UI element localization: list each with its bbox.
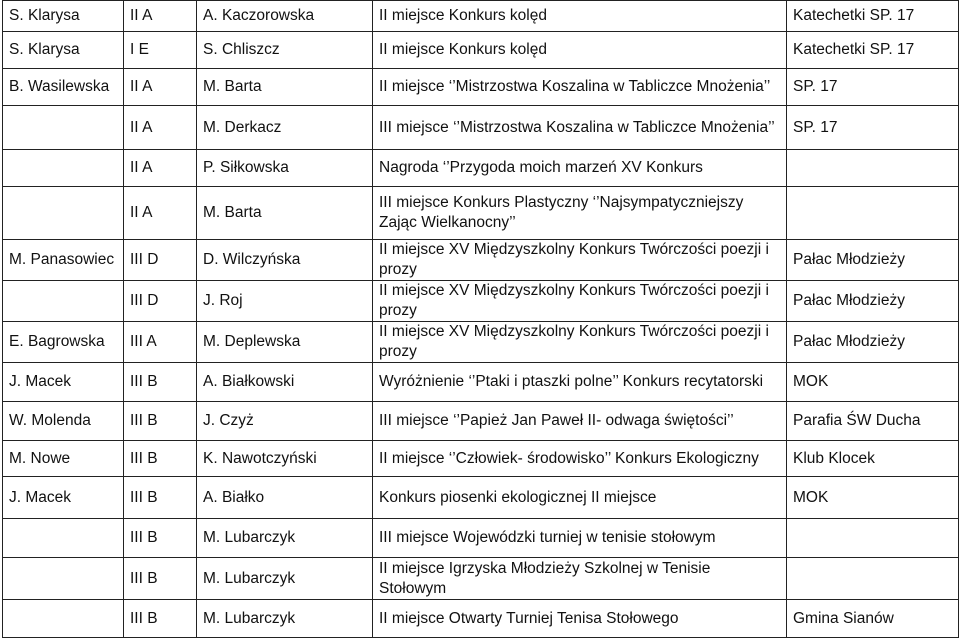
table-row [3,281,959,322]
table-row [3,363,959,402]
organizer-cell [787,187,959,240]
organizer-cell [787,150,959,187]
result-cell: Wyróżnienie ‘’Ptaki i ptaszki polne’’ Konkurs recytatorski [373,363,787,402]
class-cell: III B [124,519,197,558]
student-cell [3,150,124,187]
student-cell: E. Bagrowska [3,322,124,363]
teacher-cell: M. Barta [197,69,373,106]
teacher-cell: M. Lubarczyk [197,519,373,558]
table-row [3,519,959,558]
teacher-cell: A. Białko [197,477,373,519]
table-row [3,558,959,600]
organizer-cell: SP. 17 [787,106,959,150]
organizer-cell: Katechetki SP. 17 [787,32,959,69]
result-cell: III miejsce ‘’Papież Jan Paweł II- odwaga świętości’’ [373,402,787,441]
class-cell: II A [124,69,197,106]
student-cell [3,519,124,558]
teacher-cell: A. Białkowski [197,363,373,402]
student-cell: S. Klarysa [3,32,124,69]
organizer-cell [787,558,959,600]
teacher-cell: M. Deplewska [197,322,373,363]
class-cell: III B [124,363,197,402]
result-cell: II miejsce ‘’Człowiek- środowisko’’ Konkurs Ekologiczny [373,441,787,477]
table-row [3,69,959,106]
student-cell: M. Panasowiec [3,240,124,281]
results-table-body [3,1,959,638]
table-row [3,1,959,32]
result-cell: III miejsce ‘’Mistrzostwa Koszalina w Tabliczce Mnożenia’’ [373,106,787,150]
organizer-cell: MOK [787,477,959,519]
organizer-cell: MOK [787,363,959,402]
organizer-cell: Klub Klocek [787,441,959,477]
teacher-cell: M. Lubarczyk [197,600,373,638]
result-cell: II miejsce XV Międzyszkolny Konkurs Twórczości poezji i prozy [373,240,787,281]
student-cell [3,187,124,240]
class-cell: III B [124,402,197,441]
organizer-cell: Parafia ŚW Ducha [787,402,959,441]
class-cell: III B [124,441,197,477]
table-row [3,240,959,281]
class-cell: III D [124,240,197,281]
class-cell: III B [124,600,197,638]
organizer-cell: Gmina Sianów [787,600,959,638]
result-cell: II miejsce Konkurs kolęd [373,32,787,69]
class-cell: III A [124,322,197,363]
class-cell: II A [124,150,197,187]
student-cell [3,600,124,638]
result-cell: II miejsce Otwarty Turniej Tenisa Stołowego [373,600,787,638]
class-cell: III B [124,558,197,600]
class-cell: II A [124,106,197,150]
result-cell: II miejsce XV Międzyszkolny Konkurs Twórczości poezji i prozy [373,322,787,363]
organizer-cell: Katechetki SP. 17 [787,1,959,32]
teacher-cell: J. Czyż [197,402,373,441]
table-row [3,600,959,638]
result-cell: III miejsce Konkurs Plastyczny ‘’Najsympatyczniejszy Zając Wielkanocny’’ [373,187,787,240]
student-cell: B. Wasilewska [3,69,124,106]
student-cell: J. Macek [3,363,124,402]
organizer-cell [787,519,959,558]
teacher-cell: P. Siłkowska [197,150,373,187]
student-cell [3,106,124,150]
teacher-cell: S. Chliszcz [197,32,373,69]
class-cell: II A [124,1,197,32]
student-cell: J. Macek [3,477,124,519]
teacher-cell: K. Nawotczyński [197,441,373,477]
result-cell: II miejsce Konkurs kolęd [373,1,787,32]
table-row [3,441,959,477]
class-cell: II A [124,187,197,240]
class-cell: I E [124,32,197,69]
results-table [2,0,959,638]
organizer-cell: Pałac Młodzieży [787,322,959,363]
table-row [3,32,959,69]
teacher-cell: M. Barta [197,187,373,240]
result-cell: II miejsce XV Międzyszkolny Konkurs Twórczości poezji i prozy [373,281,787,322]
student-cell [3,558,124,600]
result-cell: III miejsce Wojewódzki turniej w tenisie stołowym [373,519,787,558]
table-row [3,150,959,187]
teacher-cell: J. Roj [197,281,373,322]
teacher-cell: M. Lubarczyk [197,558,373,600]
student-cell: W. Molenda [3,402,124,441]
result-cell: II miejsce Igrzyska Młodzieży Szkolnej w Tenisie Stołowym [373,558,787,600]
teacher-cell: M. Derkacz [197,106,373,150]
class-cell: III D [124,281,197,322]
student-cell: M. Nowe [3,441,124,477]
table-row [3,477,959,519]
table-row [3,322,959,363]
organizer-cell: SP. 17 [787,69,959,106]
student-cell [3,281,124,322]
table-row [3,187,959,240]
class-cell: III B [124,477,197,519]
teacher-cell: D. Wilczyńska [197,240,373,281]
result-cell: Konkurs piosenki ekologicznej II miejsce [373,477,787,519]
organizer-cell: Pałac Młodzieży [787,281,959,322]
result-cell: II miejsce ‘’Mistrzostwa Koszalina w Tabliczce Mnożenia’’ [373,69,787,106]
result-cell: Nagroda ‘’Przygoda moich marzeń XV Konkurs [373,150,787,187]
teacher-cell: A. Kaczorowska [197,1,373,32]
student-cell: S. Klarysa [3,1,124,32]
organizer-cell: Pałac Młodzieży [787,240,959,281]
table-row [3,402,959,441]
table-row [3,106,959,150]
